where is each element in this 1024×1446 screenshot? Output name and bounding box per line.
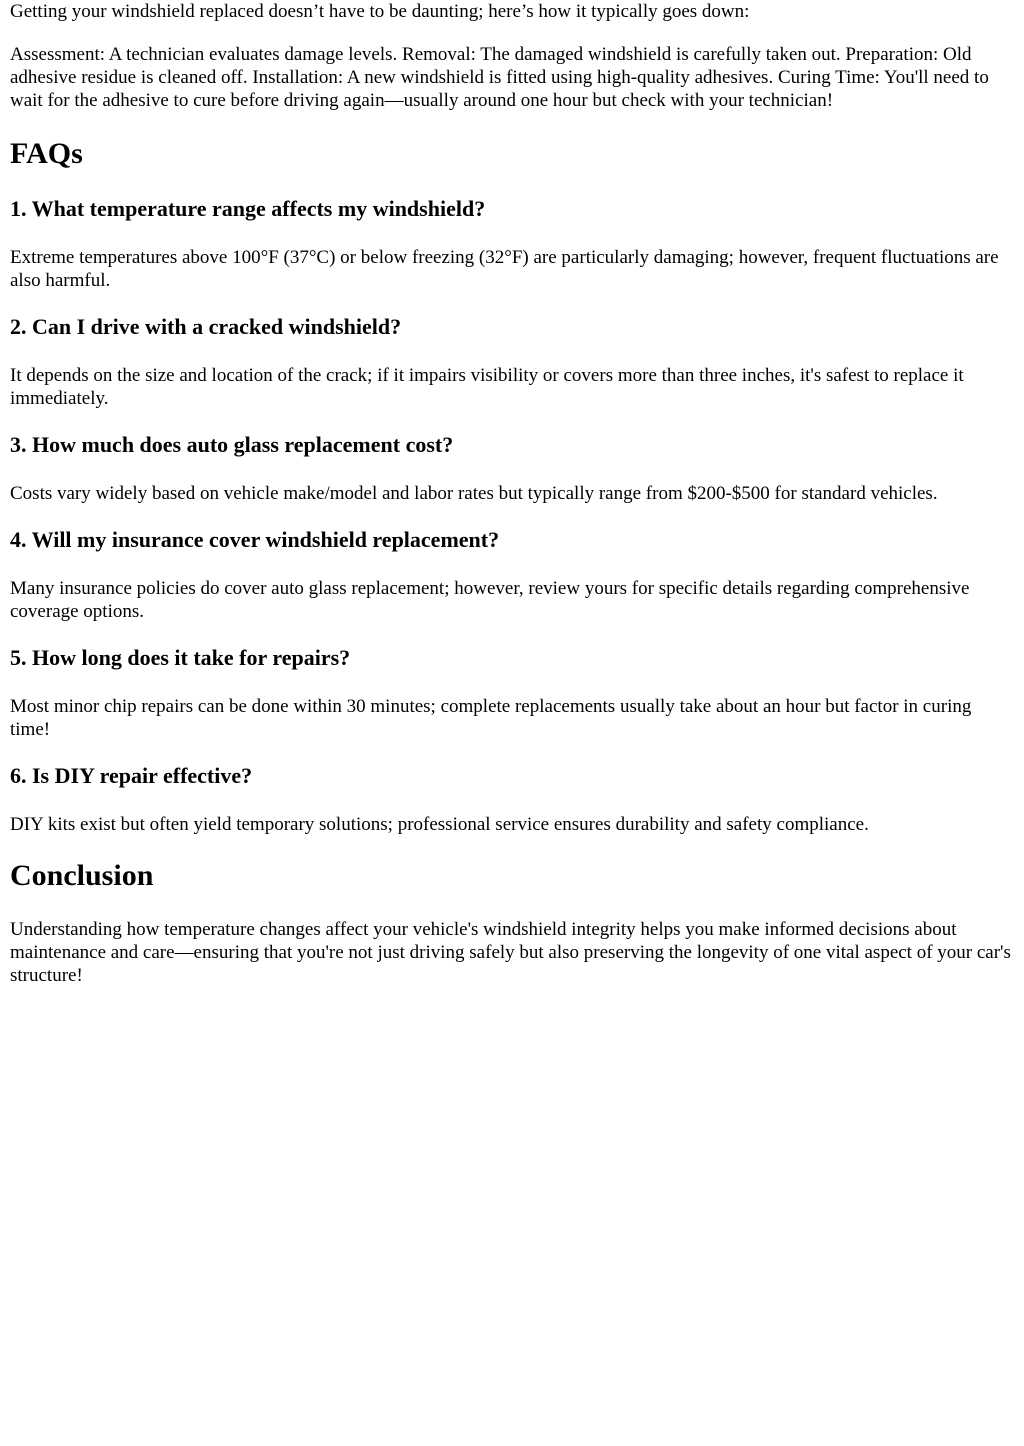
faq-question-6: 6. Is DIY repair effective?	[10, 763, 253, 788]
faq-answer-1: Extreme temperatures above 100°F (37°C) or below freezing (32°F) are particularly damaging; however, frequent fluctuations are also harmful.	[10, 247, 999, 291]
faq-answer-6: DIY kits exist but often yield temporary solutions; professional service ensures durability and safety compliance.	[10, 814, 869, 835]
faq-question-5: 5. How long does it take for repairs?	[10, 645, 351, 670]
conclusion-heading: Conclusion	[10, 859, 154, 892]
conclusion-paragraph: Understanding how temperature changes affect your vehicle's windshield integrity helps you make informed decisions about maintenance and care—ensuring that you're not just driving safely but also preserving the longevity of one vital aspect of your car's structure!	[10, 919, 1011, 986]
intro-paragraph: Getting your windshield replaced doesn’t have to be daunting; here’s how it typically goes down:	[10, 1, 750, 22]
faq-question-4: 4. Will my insurance cover windshield replacement?	[10, 527, 500, 552]
faq-answer-5: Most minor chip repairs can be done within 30 minutes; complete replacements usually take about an hour but factor in curing time!	[10, 696, 972, 740]
faq-question-1: 1. What temperature range affects my windshield?	[10, 196, 486, 221]
faq-answer-2: It depends on the size and location of the crack; if it impairs visibility or covers more than three inches, it's safest to replace it immediately.	[10, 365, 964, 409]
faq-question-2: 2. Can I drive with a cracked windshield?	[10, 314, 402, 339]
faq-answer-4: Many insurance policies do cover auto glass replacement; however, review yours for specific details regarding comprehensive coverage options.	[10, 578, 970, 622]
faq-question-3: 3. How much does auto glass replacement cost?	[10, 432, 454, 457]
replacement-steps-paragraph: Assessment: A technician evaluates damage levels. Removal: The damaged windshield is carefully taken out. Preparation: Old adhesive residue is cleaned off. Installation: A new windshield is fitted using high-quality adhesives. Curing Time: You'll need to wait for the adhesive to cure before driving again—usually around one hour but check with your technician!	[10, 44, 989, 111]
faq-answer-3: Costs vary widely based on vehicle make/model and labor rates but typically range from $200-$500 for standard vehicles.	[10, 483, 938, 504]
faq-list	[10, 196, 1014, 836]
faqs-heading: FAQs	[10, 137, 83, 170]
